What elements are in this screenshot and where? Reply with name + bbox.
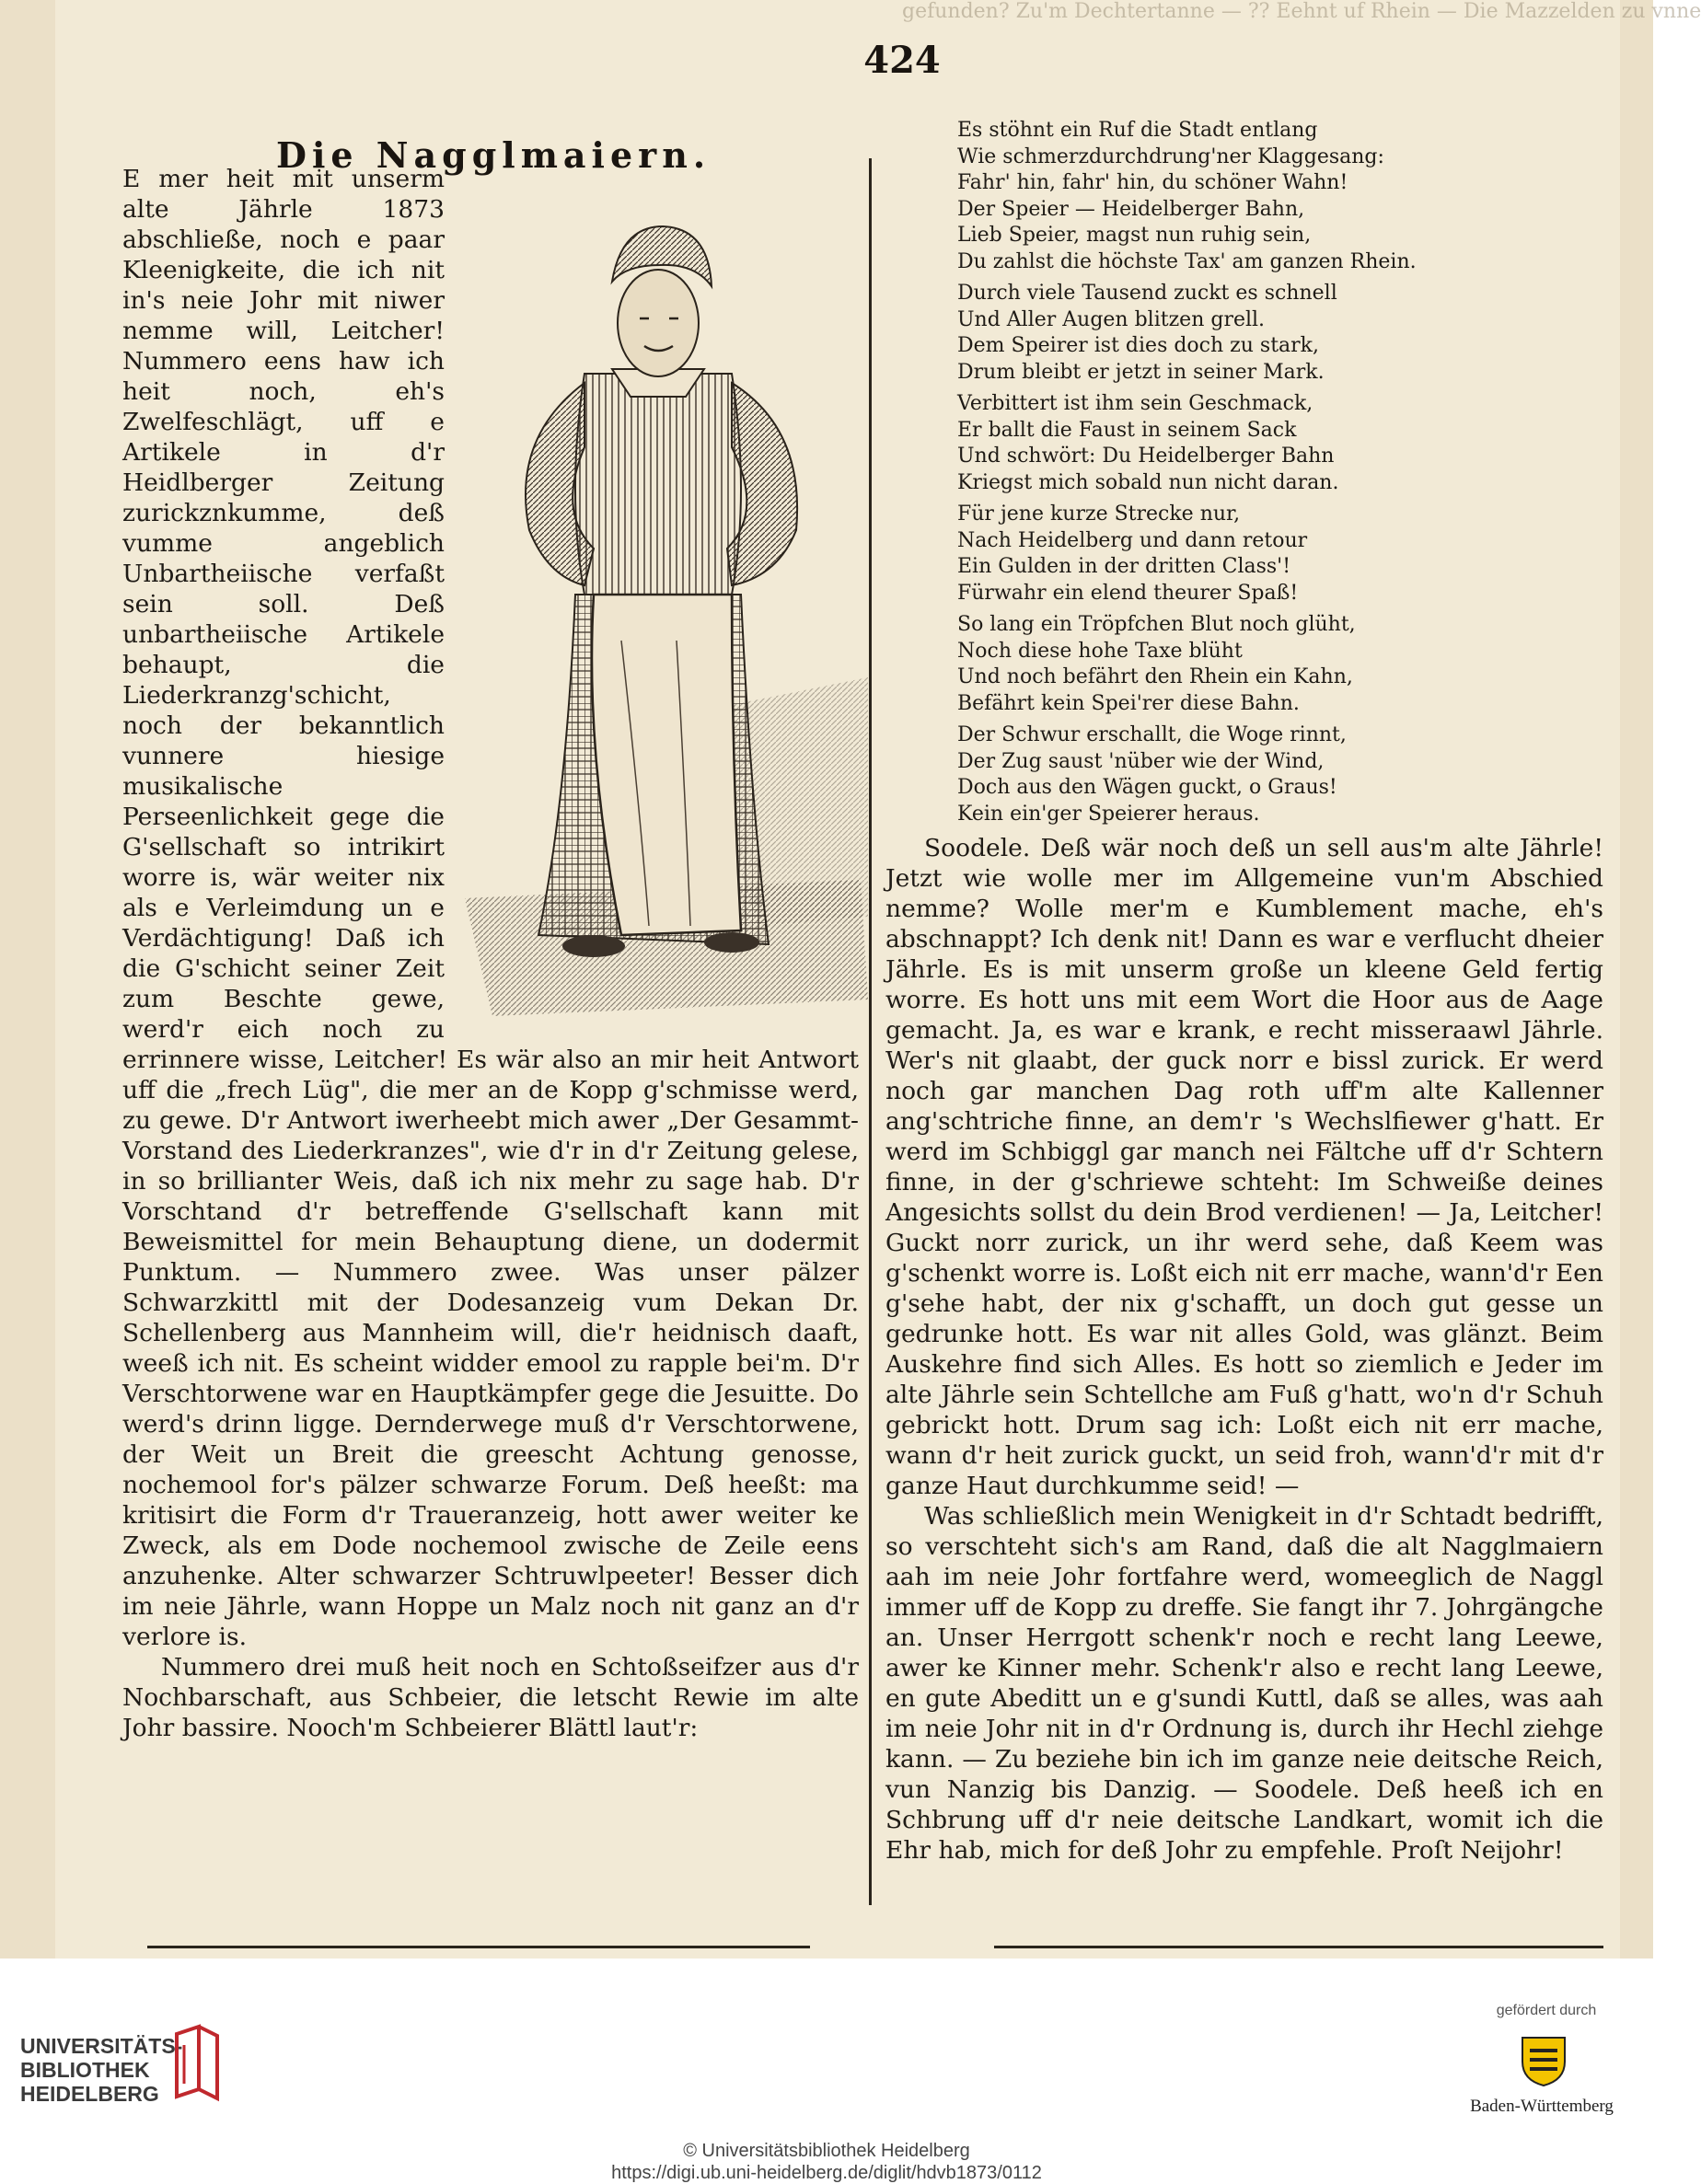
left-paragraph-1: E mer heit mit unserm alte Jährle 1873 abschließe, noch e paar Kleenigkeite, die ich nit in's neie Johr mit niwer nemme will, Leitcher! Nummero eens haw ich heit noch, eh's Zwelfeschlägt, uff e Artikele in d'r Heidlberger Zeitung zurickznkumme, deß vumme angeblich Unbartheiische verfaßt sein soll. Deß unbartheiische Artikele behaupt, die Liederkranzg'schicht, noch der bekanntlich vunnere hiesige musikalische Perseenlichkeit gege die G'sellschaft so intrikirt worre is, wär weiter nix als e Verleimdung un e Verdächtigung! Daß ich die G'schicht seiner Zeit zum Beschte gewe, werd'r eich noch zu errinnere wisse, Leitcher! Es wär also an mir heit Antwort uff die „frech Lüg", die mer an de Kopp g'schmisse werd, zu gewe. D'r Antwort iwerheebt mich awer „Der Gesammt-Vorstand des Liederkranzes", wie d'r in d'r Zeitung gelese, in so brillianter Weis, daß ich nix mehr zu sage hab. D'r Vorschtand d'r betreffende G'sellschaft kann mit Beweismittel for mein Behauptung diene, un dodermit Punktum. — Nummero zwee. Was unser pälzer Schwarzkittl mit der Dodesanzeig vum Dekan Dr. Schellenberg aus Mannheim will, die'r heidnisch daaft, weeß ich nit. Es scheint widder emool zu rapple bei'm. D'r Verschtorwene war en Hauptkämpfer gege die Jesuitte. Do werd's drinn ligge. Dernderwege muß d'r Verschtorwene, der Weit un Breit die greescht Achtung genosse, nochemool for's pälzer schwarze Forum. Deß heeßt: ma kritisirt die Form d'r Traueranzeig, hott awer weiter ke Zweck, als em Dode nochemool zwische de Zeile eens anzuhenke. Alter schwarzer Schtruwlpeeter! Besser dich im neie Jährle, wann Hoppe un Malz noch nit ganz an d'r verlore is. [122, 165, 859, 1651]
poem-stanza [957, 722, 1603, 827]
poem-line: Fahr' hin, fahr' hin, du schöner Wahn! [957, 171, 1348, 194]
library-book-icon [171, 2025, 223, 2100]
poem-line: Durch viele Tausend zuckt es schnell [957, 282, 1337, 305]
poem-line: Und schwört: Du Heidelberger Bahn [957, 445, 1335, 468]
bottom-rule [994, 1946, 1603, 1948]
viewer-footer [0, 1959, 1653, 2183]
state-coat-of-arms-icon [1517, 2034, 1570, 2087]
state-name: Baden-Württemberg [1470, 2097, 1614, 2116]
poem-line: Verbittert ist ihm sein Geschmack, [957, 392, 1313, 415]
left-paragraph-2: Nummero drei muß heit noch en Schtoßseifzer aus d'r Nochbarschaft, aus Schbeier, die letscht Rewie im alte Johr bassire. Nooch'm Schbeierer Blättl laut'r: [122, 1653, 859, 1742]
poem-stanza [957, 502, 1603, 607]
poem-line: Doch aus den Wägen guckt, o Graus! [957, 776, 1337, 799]
poem-stanza [957, 612, 1603, 717]
poem-line: Wie schmerzdurchdrung'ner Klaggesang: [957, 144, 1384, 168]
poem-line: Noch diese hohe Taxe blüht [957, 639, 1243, 663]
library-name[interactable] [20, 2034, 182, 2106]
right-paragraph-1: Soodele. Deß wär noch deß un sell aus'm alte Jährle! Jetzt wie wolle mer im Allgemeine vun'm Abschied nemme? Wolle mer'm e Kumblement mache, eh's abschnappt? Ich denk nit! Dann es war e verflucht dheier Jährle. Es is mit unserm große un kleene Geld fertig worre. Es hott uns mit eem Wort die Hoor aus de Aage gemacht. Ja, es war e krank, e recht misseraawl Jährle. Wer's nit glaabt, der guck norr e bissl zurick. Er werd noch gar manchen Dag roth uff'm alte Kallenner ang'schtriche finne, an dem'r 's Wechslfiewer g'hatt. Er werd im Schbiggl gar manch nei Fältche uff d'r Schtern finne, in der g'schriewe schteht: Im Schweiße deines Angesichts sollst du dein Brod verdienen! — Ja, Leitcher! Guckt norr zurick, un ihr werd sehe, daß Keem was g'schenkt worre is. Loßt eich nit err mache, wann'd'r Een g'sehe habt, der nix g'schafft, un doch gut gesse un gedrunke hott. Es war nit alles Gold, was glänzt. Beim Auskehre find sich Alles. Es hott so ziemlich e Jeder im alte Jährle sein Schtellche am Fuß g'hatt, wo'n d'r Schuh gebrickt hott. Drum sag ich: Loßt eich nit err mache, wann d'r heit zurick guckt, un seid froh, wann'd'r mit d'r ganze Haut durchkumme seid! — [885, 834, 1603, 1500]
poem [957, 118, 1603, 827]
poem-line: Kriegst mich sobald nun nicht daran. [957, 470, 1339, 494]
poem-line: Du zahlst die höchste Tax' am ganzen Rhein. [957, 249, 1417, 273]
funded-by-label: gefördert durch [1496, 2003, 1597, 2018]
right-column [885, 118, 1603, 1922]
right-paragraph-2: Was schließlich mein Wenigkeit in d'r Schtadt bedrifft, so verschteht sich's am Rand, daß die alt Nagglmaiern aah im neie Johr fortfahre werd, womeeglich de Naggl immer uff de Kopp zu dreffe. Sie fangt ihr 7. Johrgängche an. Unser Herrgott schenk'r noch e recht lang Leewe, awer ke Kinner mehr. Schenk'r also e recht lang Leewe, en gute Abeditt un e g'sundi Kuttl, daß se alles, was aah im neie Johr nit in d'r Ordnung is, durch ihr Hechl ziehge kann. — Zu beziehe bin ich im ganze neie deitsche Reich, vun Nanzig bis Danzig. — Soodele. Deß heeß ich en Schbrung uff d'r neie deitsche Landkart, womit ich die Ehr hab, mich for deß Johr zu empfehle. Proſt Neijohr! [885, 1502, 1603, 1865]
poem-line: Er ballt die Faust in seinem Sack [957, 418, 1297, 442]
poem-line: So lang ein Tröpfchen Blut noch glüht, [957, 613, 1356, 636]
poem-line: Fürwahr ein elend theurer Spaß! [957, 581, 1299, 605]
library-name-line: HEIDELBERG [20, 2082, 159, 2106]
poem-stanza [957, 391, 1603, 496]
poem-line: Und noch befährt den Rhein ein Kahn, [957, 665, 1353, 688]
column-divider [869, 158, 872, 1905]
left-column [122, 164, 859, 1933]
poem-line: Lieb Speier, magst nun ruhig sein, [957, 224, 1312, 247]
poem-line: Für jene kurze Strecke nur, [957, 503, 1241, 526]
poem-line: Befährt kein Spei'rer diese Bahn. [957, 691, 1300, 715]
poem-line: Es stöhnt ein Ruf die Stadt entlang [957, 119, 1318, 142]
poem-stanza [957, 118, 1603, 275]
poem-line: Der Schwur erschallt, die Woge rinnt, [957, 723, 1347, 746]
poem-line: Dem Speirer ist dies doch zu stark, [957, 334, 1320, 357]
poem-line: Drum bleibt er jetzt in seiner Mark. [957, 360, 1325, 384]
poem-line: Der Zug saust 'nüber wie der Wind, [957, 749, 1325, 773]
article-title: Die Nagglmaiern. [276, 134, 712, 176]
page-number: 424 [863, 39, 941, 82]
bleed-through-text: gefunden? Zu'm Dechtertanne — ?? Eehnt uf Rhein — Die Mazzelden zu vnne [902, 0, 1701, 23]
poem-line: Der Speier — Heidelberger Bahn, [957, 197, 1305, 221]
library-name-line: UNIVERSITÄTS- [20, 2034, 183, 2058]
permalink-url[interactable]: https://digi.ub.uni-heidelberg.de/diglit/hdvb1873/0112 [611, 2163, 1042, 2183]
copyright-notice: © Universitätsbibliothek Heidelberg [683, 2141, 970, 2161]
library-name-line: BIBLIOTHEK [20, 2058, 150, 2082]
poem-line: Kein ein'ger Speierer heraus. [957, 802, 1260, 826]
woodcut-woman-illustration [456, 162, 868, 1016]
poem-stanza [957, 281, 1603, 386]
poem-line: Und Aller Augen blitzen grell. [957, 307, 1266, 331]
poem-line: Ein Gulden in der dritten Class'! [957, 555, 1291, 578]
bottom-rule [147, 1946, 810, 1948]
poem-line: Nach Heidelberg und dann retour [957, 528, 1308, 552]
